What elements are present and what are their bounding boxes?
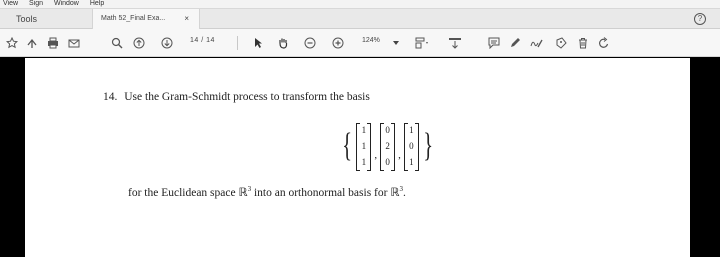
vector-entry: 0 xyxy=(385,157,390,167)
comment-icon[interactable] xyxy=(486,35,502,51)
vector-entry: 0 xyxy=(409,141,414,151)
left-brace: { xyxy=(342,127,353,164)
vector-separator: , xyxy=(398,149,401,161)
tab-tools[interactable]: Tools xyxy=(16,14,38,24)
tab-bar xyxy=(0,9,720,29)
star-icon[interactable] xyxy=(4,35,20,51)
real-space-symbol: ℝ xyxy=(390,187,400,199)
right-brace: } xyxy=(423,127,433,164)
toolbar-divider xyxy=(237,36,238,50)
vector-entry: 0 xyxy=(385,125,390,135)
vector-2 xyxy=(380,123,395,169)
draw-signature-icon[interactable] xyxy=(528,35,546,51)
zoom-in-icon[interactable] xyxy=(330,35,346,51)
mail-icon[interactable] xyxy=(66,35,82,51)
problem-text: Use the Gram-Schmidt process to transform the basis xyxy=(124,91,370,103)
zoom-out-icon[interactable] xyxy=(302,35,318,51)
real-space-symbol: ℝ xyxy=(238,187,248,199)
vector-entry: 1 xyxy=(409,157,414,167)
zoom-level[interactable]: 124% xyxy=(362,37,380,44)
search-icon[interactable] xyxy=(109,35,125,51)
exponent: 3 xyxy=(247,185,252,194)
hand-tool-icon[interactable] xyxy=(275,35,291,51)
menu-sign[interactable]: Sign xyxy=(29,0,44,7)
scroll-mode-icon[interactable] xyxy=(446,35,464,51)
problem-footer xyxy=(128,185,406,199)
tab-document[interactable] xyxy=(92,9,200,29)
exponent: 3 xyxy=(399,185,403,194)
vector-entry: 1 xyxy=(361,141,367,151)
vector-entry: 1 xyxy=(361,125,367,135)
page-indicator[interactable] xyxy=(190,37,215,44)
delete-icon[interactable] xyxy=(575,35,591,51)
toolbar xyxy=(0,29,720,57)
next-page-icon[interactable] xyxy=(159,35,175,51)
vector-3 xyxy=(404,123,419,169)
footer-text-end: . xyxy=(402,187,406,199)
zoom-dropdown-icon[interactable] xyxy=(391,35,401,51)
menu-view[interactable]: View xyxy=(3,0,19,7)
tab-document-label: Math 52_Final Exa... xyxy=(101,15,166,22)
print-icon[interactable] xyxy=(45,35,61,51)
help-icon[interactable]: ? xyxy=(694,13,706,25)
footer-text-middle: into an orthonormal basis for xyxy=(251,187,391,199)
vector-1 xyxy=(356,123,371,169)
menu-window[interactable]: Window xyxy=(53,0,79,7)
problem-number: 14. xyxy=(103,91,118,103)
share-icon[interactable] xyxy=(24,35,40,51)
rotate-icon[interactable] xyxy=(596,35,612,51)
menu-help[interactable]: Help xyxy=(89,0,105,7)
page-view-icon[interactable] xyxy=(413,35,431,51)
menu-bar xyxy=(0,0,720,9)
page-current[interactable]: 14 xyxy=(190,37,199,44)
stamp-icon[interactable] xyxy=(553,35,569,51)
basis-vectors xyxy=(339,122,436,170)
highlight-pen-icon[interactable] xyxy=(507,35,523,51)
problem-statement xyxy=(103,91,370,103)
previous-page-icon[interactable] xyxy=(131,35,147,51)
footer-text-start: for the Euclidean space xyxy=(128,187,239,199)
vector-entry: 1 xyxy=(409,125,414,135)
select-cursor-icon[interactable] xyxy=(250,35,266,51)
vector-entry: 2 xyxy=(385,141,390,151)
vector-entry: 1 xyxy=(361,157,367,167)
page-separator: / xyxy=(201,37,204,44)
page-total: 14 xyxy=(206,37,215,44)
close-tab-icon[interactable]: × xyxy=(184,14,189,23)
vector-separator: , xyxy=(374,149,378,161)
